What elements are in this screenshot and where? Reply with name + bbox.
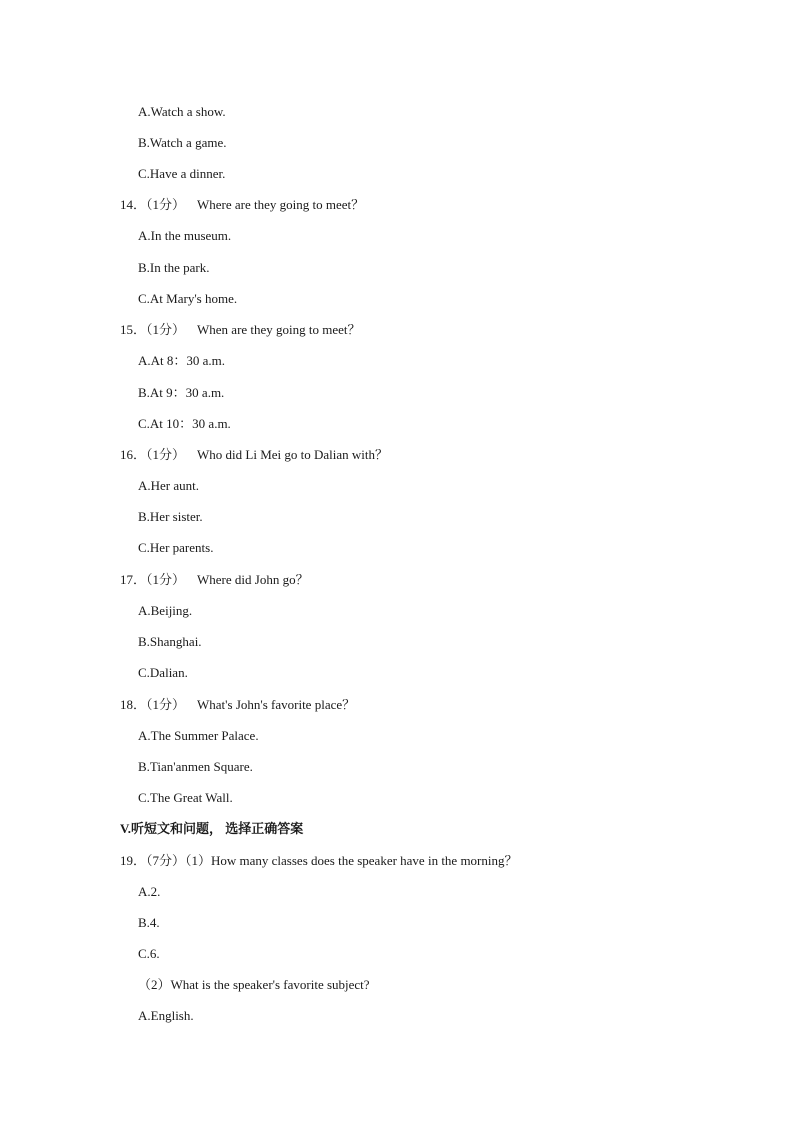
option-line: A.2.	[138, 884, 161, 899]
question-number: 16．（1分）	[120, 447, 186, 462]
option-line: A.Her aunt.	[138, 478, 200, 493]
option-line: C.6.	[138, 946, 160, 961]
option-line: A.English.	[138, 1008, 194, 1023]
option-line: A.Watch a show.	[138, 104, 226, 119]
option-line: C.At Mary's home.	[138, 291, 238, 306]
question-16	[120, 447, 388, 463]
option-line: A.The Summer Palace.	[138, 728, 259, 743]
option-line: B.Her sister.	[138, 509, 203, 524]
question-number: 17．（1分）	[120, 572, 186, 587]
option-line: B.4.	[138, 915, 160, 930]
question-19: 19．（7分）（1）How many classes does the speaker have in the morning？	[120, 853, 518, 868]
option-line: B.Shanghai.	[138, 634, 202, 649]
question-15	[120, 322, 361, 338]
question-17	[120, 572, 309, 588]
section-heading: V.听短文和问题， 选择正确答案	[120, 821, 304, 836]
question-14	[120, 197, 364, 213]
question-number: 15．（1分）	[120, 322, 186, 337]
question-text: Who did Li Mei go to Dalian with？	[197, 447, 389, 462]
question-text: What's John's favorite place？	[197, 697, 356, 712]
option-line: B.Tian'anmen Square.	[138, 759, 253, 774]
option-line: B.Watch a game.	[138, 135, 227, 150]
option-line: C.The Great Wall.	[138, 790, 233, 805]
question-text: When are they going to meet？	[197, 322, 361, 337]
question-number: 14．（1分）	[120, 197, 186, 212]
option-line: A.In the museum.	[138, 228, 232, 243]
question-text: Where are they going to meet？	[197, 197, 365, 212]
option-line: C.Dalian.	[138, 665, 188, 680]
option-line: C.Have a dinner.	[138, 166, 226, 181]
sub-question: （2）What is the speaker's favorite subject?	[138, 977, 370, 992]
question-18	[120, 697, 355, 713]
option-line: A.Beijing.	[138, 603, 193, 618]
question-text: Where did John go？	[197, 572, 309, 587]
option-line: A.At 8：30 a.m.	[138, 353, 226, 368]
option-line: C.Her parents.	[138, 540, 214, 555]
option-line: C.At 10：30 a.m.	[138, 416, 231, 431]
question-number: 18．（1分）	[120, 697, 186, 712]
option-line: B.At 9：30 a.m.	[138, 385, 225, 400]
option-line: B.In the park.	[138, 260, 210, 275]
